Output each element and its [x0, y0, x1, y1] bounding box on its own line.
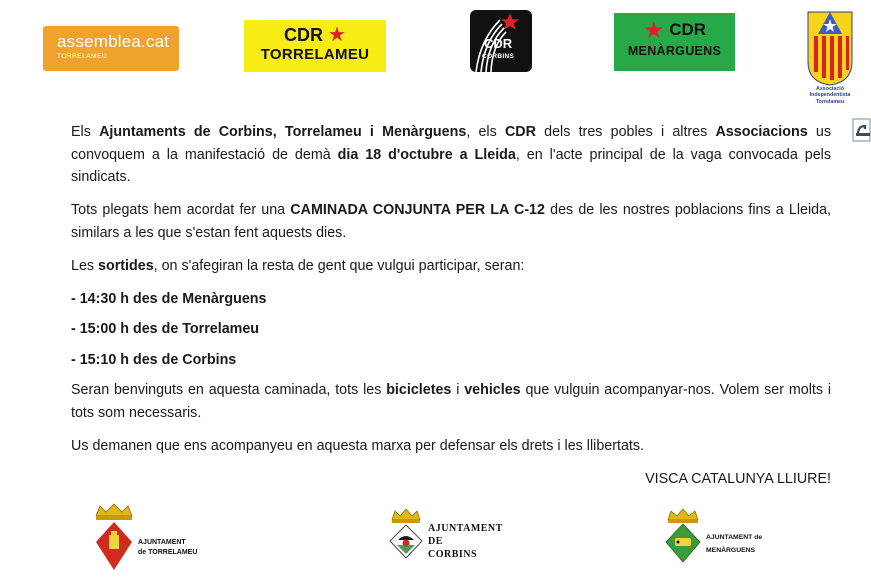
logo-cdr-menarguens-title: CDR	[669, 20, 707, 39]
logo-assemblea-name: assemblea.cat	[57, 32, 170, 51]
bold-text: CAMINADA CONJUNTA PER LA C-12	[290, 202, 545, 218]
logo-assemblea-sub: TORRELAMEU	[57, 53, 108, 60]
seal-corbins-line3: CORBINS	[428, 549, 478, 560]
text: Seran benvinguts en aquesta caminada, tots les	[71, 382, 387, 398]
text: Les	[71, 257, 99, 274]
text: Els	[71, 124, 100, 140]
departure-menarguens: - 14:30 h des de Menàrguens	[71, 290, 267, 307]
logo-cdr-corbins-town: CORBINS	[482, 53, 515, 60]
logo-cdr-torrelameu-title: CDR	[284, 25, 324, 45]
logo-cdr-menarguens-town: MENÀRGUENS	[627, 44, 722, 58]
bold-text: vehicles	[464, 382, 521, 398]
logo-cdr-corbins-title: CDR	[484, 36, 513, 51]
logo-cdr-torrelameu	[244, 20, 386, 72]
bold-text: Ajuntaments de Corbins, Torrelameu i Menàrguens	[99, 124, 467, 140]
paragraph-sortides	[71, 255, 831, 278]
associacio-line2: Independentista	[809, 92, 851, 99]
seal-ajuntament-corbins	[388, 508, 518, 566]
text: , en l'acte principal de la vaga convocada pels sindicats.	[71, 146, 831, 185]
logo-associacio-independentista	[804, 10, 856, 110]
estelada-shield-icon	[804, 10, 856, 86]
associacio-line3: Torrelameu	[815, 98, 845, 105]
seal-corbins-line1: AJUNTAMENT	[428, 523, 503, 534]
bold-text: CDR	[504, 124, 536, 140]
text: , els	[466, 124, 505, 140]
departure-corbins: - 15:10 h des de Corbins	[71, 351, 237, 368]
logo-cdr-corbins	[470, 10, 532, 72]
crown-shield-icon	[388, 508, 424, 560]
seal-ajuntament-torrelameu	[92, 502, 212, 572]
crown-shield-icon	[664, 508, 702, 564]
paragraph-caminada	[71, 199, 831, 244]
text: us convoquem a la manifestació de demà	[71, 124, 831, 163]
logo-assemblea	[43, 26, 179, 71]
associacio-line1: Associació	[816, 86, 844, 92]
star-icon: ★	[642, 17, 665, 44]
bold-text: dia 18 d'octubre a Lleida	[337, 146, 516, 163]
closing-slogan: VISCA CATALUNYA LLIURE!	[645, 470, 831, 487]
logo-cdr-menarguens	[614, 13, 735, 71]
paragraph-convocation	[71, 121, 831, 189]
seal-torrelameu-line2: de TORRELAMEU	[138, 549, 198, 556]
logo-cdr-torrelameu-town: TORRELAMEU	[260, 46, 370, 63]
text: i	[451, 382, 465, 398]
text: Tots plegats hem acordat fer una	[71, 202, 291, 218]
seal-corbins-line2: DE	[428, 536, 443, 547]
text: dels tres pobles i altres	[535, 124, 716, 140]
text: des de les nostres poblacions fins a Lleida, similars a les que s'estan fent aquests dies.	[71, 202, 832, 241]
paragraph-rights: Us demanen que ens acompanyeu en aquesta marxa per defensar els drets i les llibertats.	[71, 437, 644, 454]
seal-torrelameu-line1: AJUNTAMENT	[138, 539, 186, 546]
departure-torrelameu: - 15:00 h des de Torrelameu	[71, 321, 260, 337]
star-icon: ★	[328, 24, 346, 46]
paragraph-vehicles	[71, 379, 831, 424]
text: , on s'afegiran la resta de gent que vulgui participar, seran:	[153, 257, 525, 274]
document-edge-icon	[852, 118, 871, 142]
crown-shield-icon	[92, 502, 136, 572]
announcement-body	[71, 121, 831, 501]
text: que vulguin acompanyar-nos. Volem ser molts i tots som necessaris.	[71, 382, 832, 421]
bold-text: sortides	[98, 257, 154, 274]
bold-text: bicicletes	[386, 382, 452, 398]
bold-text: Associacions	[715, 124, 808, 140]
seal-menarguens-line1: AJUNTAMENT de	[706, 534, 763, 541]
seal-ajuntament-menarguens	[664, 508, 784, 566]
seal-menarguens-line2: MENÀRGUENS	[706, 547, 756, 554]
